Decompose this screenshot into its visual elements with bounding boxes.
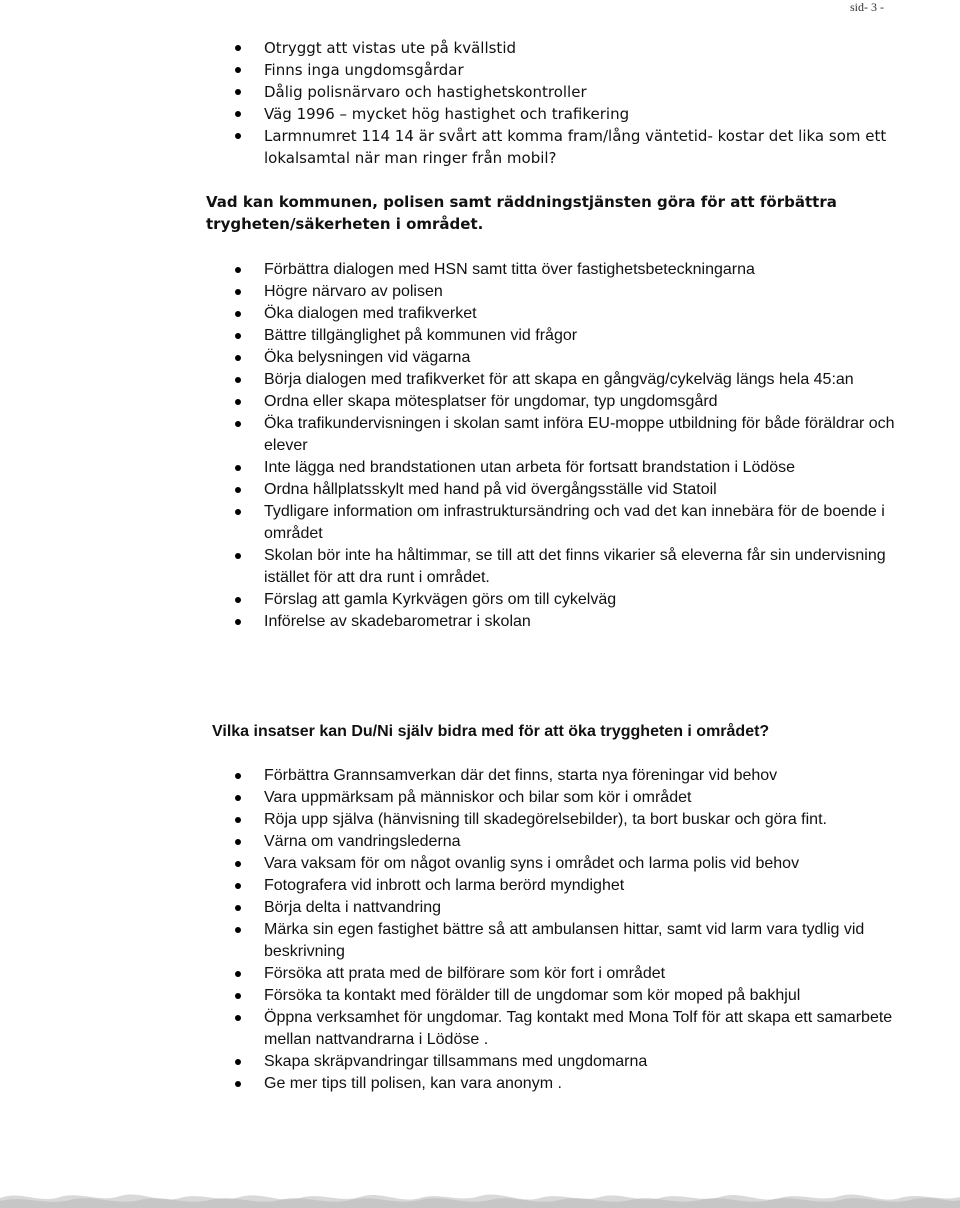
list-item: Öka belysningen vid vägarna (0, 347, 960, 369)
list-item: Väg 1996 – mycket hög hastighet och trafikering (0, 103, 960, 125)
list-item: Fotografera vid inbrott och larma berörd myndighet (0, 875, 960, 897)
list-item: Vara vaksam för om något ovanlig syns i området och larma polis vid behov (0, 853, 960, 875)
list-item: Tydligare information om infrastruktursändring och vad det kan innebära för de boende i området (0, 501, 960, 545)
citizen-actions-list (0, 765, 960, 1095)
list-item: Vara uppmärksam på människor och bilar som kör i området (0, 787, 960, 809)
concerns-list (0, 37, 960, 169)
list-item: Dålig polisnärvaro och hastighetskontroller (0, 81, 960, 103)
list-item: Larmnumret 114 14 är svårt att komma fram/lång väntetid- kostar det lika som ett lokalsamtal när man ringer från mobil? (0, 125, 960, 169)
list-item: Ge mer tips till polisen, kan vara anonym . (0, 1073, 960, 1095)
list-item: Förslag att gamla Kyrkvägen görs om till cykelväg (0, 589, 960, 611)
list-item: Försöka ta kontakt med förälder till de ungdomar som kör moped på bakhjul (0, 985, 960, 1007)
section-heading-authorities: Vad kan kommunen, polisen samt räddningstjänsten göra för att förbättra trygheten/säkerheten i området. (206, 193, 837, 233)
list-item: Ordna eller skapa mötesplatser för ungdomar, typ ungdomsgård (0, 391, 960, 413)
list-item: Skapa skräpvandringar tillsammans med ungdomarna (0, 1051, 960, 1073)
list-item: Börja delta i nattvandring (0, 897, 960, 919)
list-item: Skolan bör inte ha håltimmar, se till att det finns vikarier så eleverna får sin undervisning istället för att dra runt i området. (0, 545, 960, 589)
authority-actions-list (0, 259, 960, 633)
page-number: sid- 3 - (850, 0, 884, 14)
list-item: Värna om vandringslederna (0, 831, 960, 853)
list-item: Finns inga ungdomsgårdar (0, 59, 960, 81)
list-item: Förbättra Grannsamverkan där det finns, starta nya föreningar vid behov (0, 765, 960, 787)
list-item: Försöka att prata med de bilförare som kör fort i området (0, 963, 960, 985)
list-item: Märka sin egen fastighet bättre så att ambulansen hittar, samt vid larm vara tydlig vid beskrivning (0, 919, 960, 963)
list-item: Börja dialogen med trafikverket för att skapa en gångväg/cykelväg längs hela 45:an (0, 369, 960, 391)
list-item: Bättre tillgänglighet på kommunen vid frågor (0, 325, 960, 347)
list-item: Införelse av skadebarometrar i skolan (0, 611, 960, 633)
list-item: Öka dialogen med trafikverket (0, 303, 960, 325)
list-item: Röja upp själva (hänvisning till skadegörelsebilder), ta bort buskar och göra fint. (0, 809, 960, 831)
list-item: Otryggt att vistas ute på kvällstid (0, 37, 960, 59)
list-item: Inte lägga ned brandstationen utan arbeta för fortsatt brandstation i Lödöse (0, 457, 960, 479)
footer-decoration (0, 1188, 960, 1208)
list-item: Förbättra dialogen med HSN samt titta över fastighetsbeteckningarna (0, 259, 960, 281)
list-item: Ordna hållplatsskylt med hand på vid övergångsställe vid Statoil (0, 479, 960, 501)
list-item: Öka trafikundervisningen i skolan samt införa EU-moppe utbildning för både föräldrar och elever (0, 413, 960, 457)
list-item: Högre närvaro av polisen (0, 281, 960, 303)
list-item: Öppna verksamhet för ungdomar. Tag kontakt med Mona Tolf för att skapa ett samarbete mellan nattvandrarna i Lödöse . (0, 1007, 960, 1051)
section-heading-citizens: Vilka insatser kan Du/Ni själv bidra med för att öka tryggheten i området? (212, 723, 770, 740)
